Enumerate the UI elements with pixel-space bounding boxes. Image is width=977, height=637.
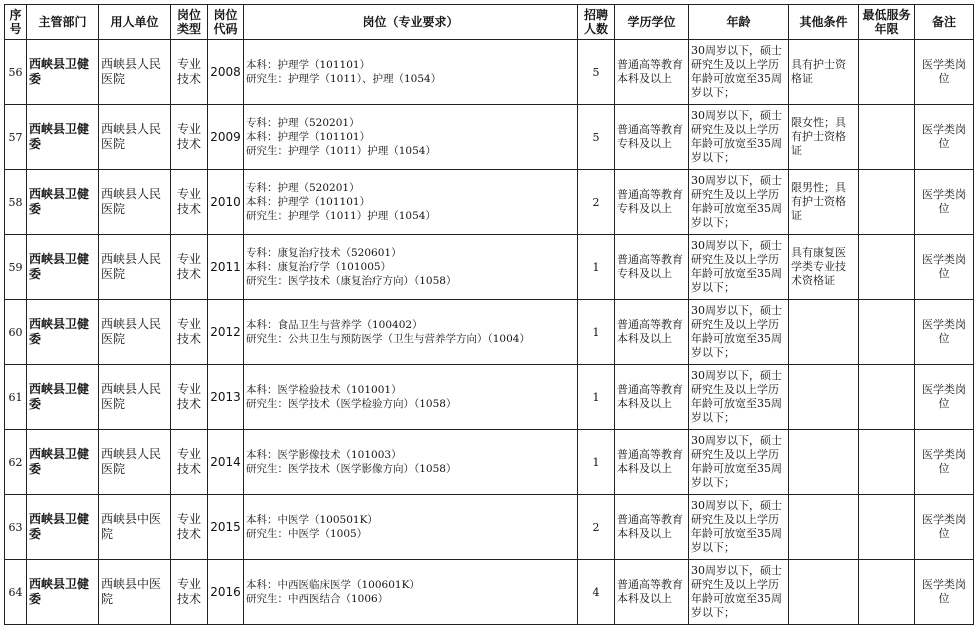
cell-other bbox=[789, 495, 859, 560]
cell-count: 4 bbox=[578, 560, 615, 625]
cell-code: 2013 bbox=[208, 365, 244, 430]
cell-edu: 普通高等教育专科及以上 bbox=[615, 170, 689, 235]
cell-unit: 西峡县人民医院 bbox=[99, 235, 171, 300]
cell-dept: 西峡县卫健委 bbox=[27, 235, 99, 300]
cell-dept: 西峡县卫健委 bbox=[27, 560, 99, 625]
cell-edu: 普通高等教育本科及以上 bbox=[615, 430, 689, 495]
cell-count: 2 bbox=[578, 495, 615, 560]
cell-other bbox=[789, 430, 859, 495]
cell-min-years bbox=[859, 105, 915, 170]
cell-dept: 西峡县卫健委 bbox=[27, 495, 99, 560]
cell-type: 专业技术 bbox=[171, 170, 208, 235]
cell-type: 专业技术 bbox=[171, 560, 208, 625]
cell-post: 专科：护理（520201） 本科：护理学（101101） 研究生：护理学（1011）护理（1054） bbox=[244, 105, 578, 170]
cell-edu: 普通高等教育专科及以上 bbox=[615, 235, 689, 300]
header-count: 招聘人数 bbox=[578, 5, 615, 40]
cell-min-years bbox=[859, 495, 915, 560]
header-edu: 学历学位 bbox=[615, 5, 689, 40]
cell-note: 医学类岗位 bbox=[915, 560, 974, 625]
cell-age: 30周岁以下，硕士研究生及以上学历年龄可放宽至35周岁以下； bbox=[689, 365, 789, 430]
cell-edu: 普通高等教育本科及以上 bbox=[615, 495, 689, 560]
cell-edu: 普通高等教育本科及以上 bbox=[615, 560, 689, 625]
cell-min-years bbox=[859, 300, 915, 365]
cell-post: 专科：康复治疗技术（520601） 本科：康复治疗学（101005） 研究生：医学技术（康复治疗方向）（1058） bbox=[244, 235, 578, 300]
table-row bbox=[5, 300, 974, 365]
cell-type: 专业技术 bbox=[171, 235, 208, 300]
header-note: 备注 bbox=[915, 5, 974, 40]
cell-dept: 西峡县卫健委 bbox=[27, 170, 99, 235]
cell-no: 58 bbox=[5, 170, 27, 235]
cell-post: 本科：食品卫生与营养学（100402） 研究生：公共卫生与预防医学（卫生与营养学方向）（1004） bbox=[244, 300, 578, 365]
header-unit: 用人单位 bbox=[99, 5, 171, 40]
cell-unit: 西峡县人民医院 bbox=[99, 40, 171, 105]
table-row bbox=[5, 235, 974, 300]
cell-edu: 普通高等教育本科及以上 bbox=[615, 40, 689, 105]
cell-post: 本科：中医学（100501K） 研究生：中医学（1005） bbox=[244, 495, 578, 560]
cell-dept: 西峡县卫健委 bbox=[27, 365, 99, 430]
cell-note: 医学类岗位 bbox=[915, 40, 974, 105]
cell-age: 30周岁以下，硕士研究生及以上学历年龄可放宽至35周岁以下； bbox=[689, 430, 789, 495]
cell-code: 2015 bbox=[208, 495, 244, 560]
header-min-years: 最低服务年限 bbox=[859, 5, 915, 40]
header-row bbox=[5, 5, 974, 40]
cell-post: 本科：医学检验技术（101001） 研究生：医学技术（医学检验方向）（1058） bbox=[244, 365, 578, 430]
cell-other: 限男性；具有护士资格证 bbox=[789, 170, 859, 235]
cell-other bbox=[789, 560, 859, 625]
table-row bbox=[5, 495, 974, 560]
cell-age: 30周岁以下，硕士研究生及以上学历年龄可放宽至35周岁以下； bbox=[689, 300, 789, 365]
cell-no: 62 bbox=[5, 430, 27, 495]
cell-note: 医学类岗位 bbox=[915, 170, 974, 235]
cell-other: 具有康复医学类专业技术资格证 bbox=[789, 235, 859, 300]
cell-code: 2014 bbox=[208, 430, 244, 495]
cell-post: 本科：护理学（101101） 研究生：护理学（1011）、护理（1054） bbox=[244, 40, 578, 105]
cell-no: 61 bbox=[5, 365, 27, 430]
cell-age: 30周岁以下，硕士研究生及以上学历年龄可放宽至35周岁以下； bbox=[689, 105, 789, 170]
header-type: 岗位类型 bbox=[171, 5, 208, 40]
cell-type: 专业技术 bbox=[171, 105, 208, 170]
cell-unit: 西峡县人民医院 bbox=[99, 170, 171, 235]
cell-note: 医学类岗位 bbox=[915, 300, 974, 365]
cell-unit: 西峡县中医院 bbox=[99, 495, 171, 560]
cell-code: 2011 bbox=[208, 235, 244, 300]
cell-no: 60 bbox=[5, 300, 27, 365]
cell-code: 2016 bbox=[208, 560, 244, 625]
cell-age: 30周岁以下，硕士研究生及以上学历年龄可放宽至35周岁以下； bbox=[689, 235, 789, 300]
cell-no: 59 bbox=[5, 235, 27, 300]
cell-edu: 普通高等教育专科及以上 bbox=[615, 105, 689, 170]
cell-post: 本科：医学影像技术（101003） 研究生：医学技术（医学影像方向）（1058） bbox=[244, 430, 578, 495]
cell-count: 1 bbox=[578, 235, 615, 300]
cell-dept: 西峡县卫健委 bbox=[27, 430, 99, 495]
cell-type: 专业技术 bbox=[171, 430, 208, 495]
table-row bbox=[5, 105, 974, 170]
table-row bbox=[5, 40, 974, 105]
cell-count: 5 bbox=[578, 105, 615, 170]
cell-unit: 西峡县人民医院 bbox=[99, 365, 171, 430]
recruitment-table bbox=[4, 4, 974, 625]
cell-age: 30周岁以下，硕士研究生及以上学历年龄可放宽至35周岁以下； bbox=[689, 495, 789, 560]
cell-no: 63 bbox=[5, 495, 27, 560]
header-post: 岗位（专业要求） bbox=[244, 5, 578, 40]
cell-code: 2008 bbox=[208, 40, 244, 105]
cell-post: 本科：中西医临床医学（100601K） 研究生：中西医结合（1006） bbox=[244, 560, 578, 625]
cell-min-years bbox=[859, 170, 915, 235]
cell-count: 1 bbox=[578, 365, 615, 430]
cell-type: 专业技术 bbox=[171, 300, 208, 365]
table-row bbox=[5, 430, 974, 495]
cell-no: 57 bbox=[5, 105, 27, 170]
cell-no: 64 bbox=[5, 560, 27, 625]
cell-no: 56 bbox=[5, 40, 27, 105]
cell-type: 专业技术 bbox=[171, 40, 208, 105]
cell-count: 5 bbox=[578, 40, 615, 105]
cell-min-years bbox=[859, 235, 915, 300]
cell-count: 1 bbox=[578, 300, 615, 365]
cell-note: 医学类岗位 bbox=[915, 105, 974, 170]
table-row bbox=[5, 170, 974, 235]
cell-note: 医学类岗位 bbox=[915, 365, 974, 430]
cell-other bbox=[789, 300, 859, 365]
cell-code: 2010 bbox=[208, 170, 244, 235]
header-code: 岗位代码 bbox=[208, 5, 244, 40]
cell-note: 医学类岗位 bbox=[915, 495, 974, 560]
cell-post: 专科：护理（520201） 本科：护理学（101101） 研究生：护理学（1011）护理（1054） bbox=[244, 170, 578, 235]
cell-count: 1 bbox=[578, 430, 615, 495]
cell-dept: 西峡县卫健委 bbox=[27, 40, 99, 105]
cell-type: 专业技术 bbox=[171, 495, 208, 560]
cell-unit: 西峡县人民医院 bbox=[99, 105, 171, 170]
header-dept: 主管部门 bbox=[27, 5, 99, 40]
cell-note: 医学类岗位 bbox=[915, 235, 974, 300]
cell-age: 30周岁以下，硕士研究生及以上学历年龄可放宽至35周岁以下； bbox=[689, 40, 789, 105]
cell-note: 医学类岗位 bbox=[915, 430, 974, 495]
cell-unit: 西峡县人民医院 bbox=[99, 300, 171, 365]
header-age: 年龄 bbox=[689, 5, 789, 40]
cell-age: 30周岁以下，硕士研究生及以上学历年龄可放宽至35周岁以下； bbox=[689, 170, 789, 235]
cell-other bbox=[789, 365, 859, 430]
header-no: 序号 bbox=[5, 5, 27, 40]
cell-code: 2012 bbox=[208, 300, 244, 365]
cell-edu: 普通高等教育本科及以上 bbox=[615, 365, 689, 430]
cell-min-years bbox=[859, 40, 915, 105]
cell-edu: 普通高等教育本科及以上 bbox=[615, 300, 689, 365]
cell-count: 2 bbox=[578, 170, 615, 235]
cell-dept: 西峡县卫健委 bbox=[27, 300, 99, 365]
table-row bbox=[5, 560, 974, 625]
cell-unit: 西峡县中医院 bbox=[99, 560, 171, 625]
cell-min-years bbox=[859, 430, 915, 495]
header-other: 其他条件 bbox=[789, 5, 859, 40]
table-body bbox=[5, 40, 974, 625]
cell-code: 2009 bbox=[208, 105, 244, 170]
cell-unit: 西峡县人民医院 bbox=[99, 430, 171, 495]
cell-min-years bbox=[859, 365, 915, 430]
cell-dept: 西峡县卫健委 bbox=[27, 105, 99, 170]
cell-other: 具有护士资格证 bbox=[789, 40, 859, 105]
cell-age: 30周岁以下，硕士研究生及以上学历年龄可放宽至35周岁以下； bbox=[689, 560, 789, 625]
cell-other: 限女性；具有护士资格证 bbox=[789, 105, 859, 170]
cell-type: 专业技术 bbox=[171, 365, 208, 430]
cell-min-years bbox=[859, 560, 915, 625]
table-row bbox=[5, 365, 974, 430]
